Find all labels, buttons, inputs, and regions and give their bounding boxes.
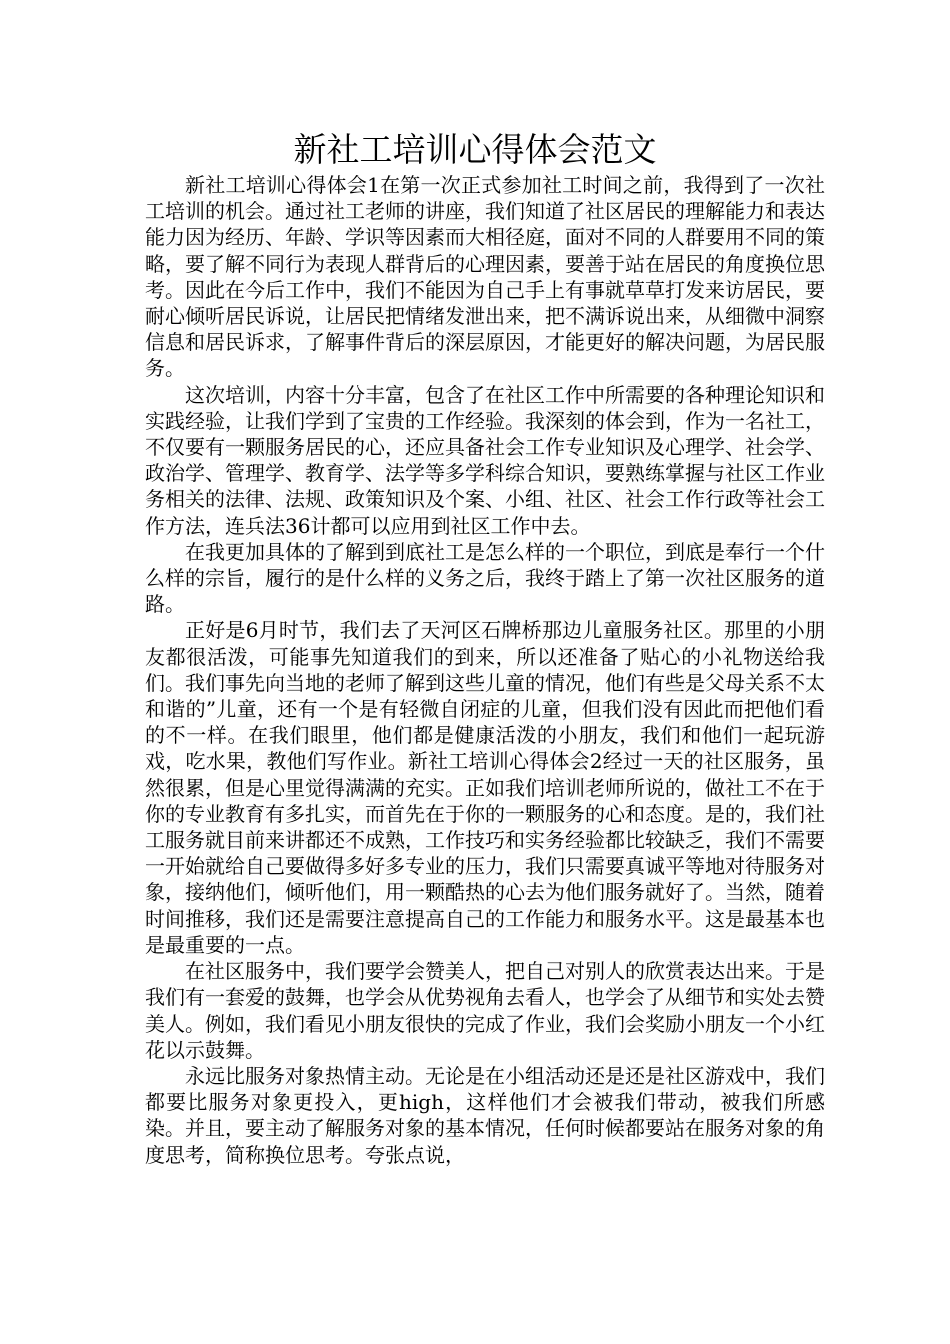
paragraph-3: 在我更加具体的了解到到底社工是怎么样的一个职位，到底是奉行一个什么样的宗旨，履行的是什么样的义务之后，我终于踏上了第一次社区服务的道路。 — [145, 539, 825, 617]
paragraph-4: 正好是6月时节，我们去了天河区石牌桥那边儿童服务社区。那里的小朋友都很活泼，可能事先知道我们的到来，所以还准备了贴心的小礼物送给我们。我们事先向当地的老师了解到这些儿童的情况，他们有些是父母关系不太和谐的”儿童，还有一个是有轻微自闭症的儿童，但我们没有因此而把他们看的不一样。在我们眼里，他们都是健康活泼的小朋友，我们和他们一起玩游戏，吃水果，教他们写作业。新社工培训心得体会2经过一天的社区服务，虽然很累，但是心里觉得满满的充实。正如我们培训老师所说的，做社工不在于你的专业教育有多扎实，而首先在于你的一颗服务的心和态度。是的，我们社工服务就目前来讲都还不成熟，工作技巧和实务经验都比较缺乏，我们不需要一开始就给自己要做得多好多专业的压力，我们只需要真诚平等地对待服务对象，接纳他们，倾听他们，用一颗酷热的心去为他们服务就好了。当然，随着时间推移，我们还是需要注意提高自己的工作能力和服务水平。这是最基本也是最重要的一点。 — [145, 618, 825, 957]
paragraph-6: 永远比服务对象热情主动。无论是在小组活动还是还是社区游戏中，我们都要比服务对象更投入，更high，这样他们才会被我们带动，被我们所感染。并且，要主动了解服务对象的基本情况，任何时候都要站在服务对象的角度思考，简称换位思考。夸张点说， — [145, 1063, 825, 1167]
paragraph-2: 这次培训，内容十分丰富，包含了在社区工作中所需要的各种理论知识和实践经验，让我们学到了宝贵的工作经验。我深刻的体会到，作为一名社工，不仅要有一颗服务居民的心，还应具备社会工作专业知识及心理学、社会学、政治学、管理学、教育学、法学等多学科综合知识，要熟练掌握与社区工作业务相关的法律、法规、政策知识及个案、小组、社区、社会工作行政等社会工作方法，连兵法36计都可以应用到社区工作中去。 — [145, 382, 825, 538]
document-title: 新社工培训心得体会范文 — [293, 130, 657, 169]
paragraph-1: 新社工培训心得体会1在第一次正式参加社工时间之前，我得到了一次社工培训的机会。通过社工老师的讲座，我们知道了社区居民的理解能力和表达能力因为经历、年龄、学识等因素而大相径庭，面对不同的人群要用不同的策略，要了解不同行为表现人群背后的心理因素，要善于站在居民的角度换位思考。因此在今后工作中，我们不能因为自己手上有事就草草打发来访居民，要耐心倾听居民诉说，让居民把情绪发泄出来，把不满诉说出来，从细微中洞察信息和居民诉求，了解事件背后的深层原因，才能更好的解决问题，为居民服务。 — [145, 173, 825, 381]
paragraph-5: 在社区服务中，我们要学会赞美人，把自己对别人的欣赏表达出来。于是我们有一套爱的鼓舞，也学会从优势视角去看人，也学会了从细节和实处去赞美人。例如，我们看见小朋友很快的完成了作业，我们会奖励小朋友一个小红花以示鼓舞。 — [145, 959, 825, 1062]
document-body — [145, 172, 825, 1168]
